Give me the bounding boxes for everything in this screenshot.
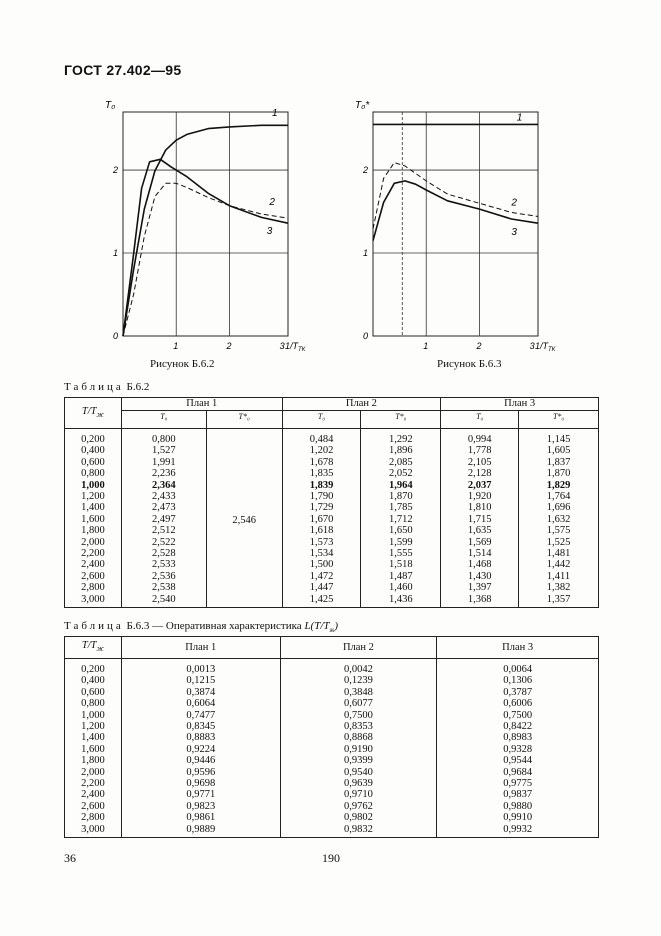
- series-line-2: [123, 183, 288, 336]
- table-b63-label: Таблица: [64, 620, 124, 632]
- table-row: [65, 732, 599, 743]
- table-cell: 1,000: [65, 480, 122, 491]
- x-tick-label: 2: [226, 341, 232, 351]
- table-cell: 1,896: [361, 445, 441, 456]
- table-row: [65, 582, 599, 593]
- table-cell: 2,200: [65, 778, 122, 789]
- table-cell: 0,8422: [437, 721, 599, 732]
- table-cell: 0,9639: [280, 778, 437, 789]
- table-row: [65, 721, 599, 732]
- table-cell: 1,575: [519, 525, 599, 536]
- table-cell: 0,7500: [280, 710, 437, 721]
- table-cell: 2,236: [121, 468, 206, 479]
- document-header: ГОСТ 27.402—95: [64, 62, 182, 78]
- x-tick-label: 3: [279, 341, 285, 351]
- table-cell: 2,536: [121, 571, 206, 582]
- table-cell: 0,1306: [437, 675, 599, 686]
- table-cell: 2,540: [121, 594, 206, 608]
- table-b63-title-text: — Оперативная характеристика: [152, 620, 302, 632]
- table-cell: 0,9910: [437, 812, 599, 823]
- table-cell: 1,715: [441, 514, 519, 525]
- table-cell: 1,678: [282, 457, 361, 468]
- table-cell: 0,9823: [121, 801, 280, 812]
- table-cell: 0,9684: [437, 767, 599, 778]
- table-cell: 1,670: [282, 514, 361, 525]
- table-row: [65, 789, 599, 800]
- table-row: [65, 687, 599, 698]
- table-cell: 2,600: [65, 801, 122, 812]
- table-row: [65, 480, 599, 491]
- table-cell: 0,9446: [121, 755, 280, 766]
- table-cell: 1,400: [65, 502, 122, 513]
- table-cell: 0,9837: [437, 789, 599, 800]
- table-row: [65, 812, 599, 823]
- table-b62-subheader: T*₀: [519, 411, 599, 429]
- table-cell: 1,514: [441, 548, 519, 559]
- table-cell: 1,382: [519, 582, 599, 593]
- table-cell: 2,105: [441, 457, 519, 468]
- table-merged-cell: 2,546: [206, 429, 282, 608]
- table-cell: 1,425: [282, 594, 361, 608]
- table-cell: 1,839: [282, 480, 361, 491]
- table-cell: 0,8868: [280, 732, 437, 743]
- table-row: [65, 548, 599, 559]
- table-cell: 1,790: [282, 491, 361, 502]
- figure-b62-plot: [105, 100, 306, 353]
- table-b63: [64, 636, 599, 838]
- table-cell: 1,411: [519, 571, 599, 582]
- table-cell: 0,200: [65, 659, 122, 676]
- table-cell: 0,8983: [437, 732, 599, 743]
- table-cell: 1,870: [361, 491, 441, 502]
- table-cell: 1,292: [361, 429, 441, 446]
- table-b62-plan-header: План 1: [121, 398, 282, 411]
- curve-label: 3: [266, 225, 273, 237]
- page-number-center: 190: [322, 851, 340, 865]
- x-axis-label: $1/T_{ТК}$: [285, 341, 306, 353]
- table-b62-subheader: T*₀: [206, 411, 282, 429]
- table-cell: 1,870: [519, 468, 599, 479]
- table-b62-subheader: T₀: [121, 411, 206, 429]
- table-cell: 1,835: [282, 468, 361, 479]
- table-cell: 0,994: [441, 429, 519, 446]
- table-cell: 0,9399: [280, 755, 437, 766]
- table-b63-title: Таблица Б.6.3 — Оперативная характеристика $L(T/T_ж)$: [64, 620, 339, 635]
- table-cell: 0,9889: [121, 824, 280, 838]
- figure-b63-caption: Рисунок Б.6.3: [437, 358, 502, 370]
- table-cell: 0,600: [65, 457, 122, 468]
- table-b62-subheader: T*₀: [361, 411, 441, 429]
- y-tick-label: 2: [113, 165, 119, 176]
- table-cell: 1,599: [361, 537, 441, 548]
- table-cell: 2,085: [361, 457, 441, 468]
- figure-b63-plot: [355, 100, 556, 353]
- table-cell: 1,964: [361, 480, 441, 491]
- table-cell: 1,800: [65, 525, 122, 536]
- table-cell: 0,3787: [437, 687, 599, 698]
- table-cell: 0,8345: [121, 721, 280, 732]
- table-b62-corner: $T/T_ж$: [65, 398, 122, 429]
- table-cell: 0,200: [65, 429, 122, 446]
- table-cell: 1,573: [282, 537, 361, 548]
- table-cell: 2,538: [121, 582, 206, 593]
- figure-b62-caption: Рисунок Б.6.2: [150, 358, 215, 370]
- table-cell: 1,472: [282, 571, 361, 582]
- table-row: [65, 675, 599, 686]
- figure-b62: [95, 90, 325, 355]
- table-cell: 0,9190: [280, 744, 437, 755]
- y-tick-label: 0: [363, 331, 369, 341]
- table-cell: 0,9224: [121, 744, 280, 755]
- table-row: [65, 514, 599, 525]
- table-cell: 1,650: [361, 525, 441, 536]
- table-row: [65, 594, 599, 608]
- table-cell: 2,497: [121, 514, 206, 525]
- curve-label: 1: [272, 108, 278, 120]
- table-cell: 1,991: [121, 457, 206, 468]
- table-cell: 1,500: [282, 559, 361, 570]
- table-cell: 1,764: [519, 491, 599, 502]
- table-cell: 0,9802: [280, 812, 437, 823]
- table-cell: 2,522: [121, 537, 206, 548]
- table-cell: 1,810: [441, 502, 519, 513]
- table-cell: 0,9861: [121, 812, 280, 823]
- table-cell: 0,7477: [121, 710, 280, 721]
- table-b63-corner: $T/T_ж$: [65, 637, 122, 659]
- table-row: [65, 525, 599, 536]
- table-cell: 1,635: [441, 525, 519, 536]
- table-cell: 0,6077: [280, 698, 437, 709]
- table-cell: 3,000: [65, 824, 122, 838]
- table-cell: 0,9544: [437, 755, 599, 766]
- table-cell: 1,778: [441, 445, 519, 456]
- table-cell: 1,200: [65, 721, 122, 732]
- table-b62-number: Б.6.2: [126, 381, 150, 393]
- table-row: [65, 445, 599, 456]
- table-b62-plan-header: План 2: [282, 398, 441, 411]
- table-b63-number: Б.6.3: [126, 620, 150, 632]
- table-cell: 0,9698: [121, 778, 280, 789]
- table-cell: 1,368: [441, 594, 519, 608]
- table-cell: 2,000: [65, 537, 122, 548]
- table-row: [65, 571, 599, 582]
- table-cell: 1,696: [519, 502, 599, 513]
- x-tick-label: 3: [529, 341, 535, 351]
- table-cell: 1,518: [361, 559, 441, 570]
- table-cell: 2,800: [65, 582, 122, 593]
- table-cell: 2,400: [65, 559, 122, 570]
- table-cell: 1,632: [519, 514, 599, 525]
- table-cell: 1,487: [361, 571, 441, 582]
- table-cell: 1,460: [361, 582, 441, 593]
- curve-label: 3: [511, 226, 517, 238]
- y-tick-label: 0: [113, 331, 119, 341]
- table-b63-plan-header: План 2: [280, 637, 437, 659]
- table-row: [65, 755, 599, 766]
- table-cell: 0,484: [282, 429, 361, 446]
- table-cell: 0,1215: [121, 675, 280, 686]
- table-cell: 0,6064: [121, 698, 280, 709]
- y-axis-label: T₀*: [355, 100, 370, 111]
- table-b62-title: [64, 381, 149, 393]
- table-cell: 2,200: [65, 548, 122, 559]
- table-b62: [64, 397, 599, 608]
- table-cell: 1,785: [361, 502, 441, 513]
- table-cell: 0,8883: [121, 732, 280, 743]
- table-cell: 0,6006: [437, 698, 599, 709]
- table-cell: 0,9328: [437, 744, 599, 755]
- x-tick-label: 2: [476, 341, 482, 351]
- table-row: [65, 502, 599, 513]
- table-cell: 0,0042: [280, 659, 437, 676]
- table-cell: 2,052: [361, 468, 441, 479]
- table-cell: 1,729: [282, 502, 361, 513]
- figure-b63: [345, 90, 575, 355]
- table-cell: 0,800: [65, 698, 122, 709]
- table-cell: 0,600: [65, 687, 122, 698]
- table-cell: 0,0013: [121, 659, 280, 676]
- table-cell: 0,9710: [280, 789, 437, 800]
- table-b63-body: [65, 659, 599, 838]
- table-cell: 0,800: [121, 429, 206, 446]
- table-cell: 1,468: [441, 559, 519, 570]
- table-row: [65, 559, 599, 570]
- table-row: [65, 710, 599, 721]
- y-tick-label: 1: [363, 248, 369, 259]
- table-cell: 0,3848: [280, 687, 437, 698]
- y-tick-label: 1: [113, 248, 119, 259]
- table-cell: 0,9880: [437, 801, 599, 812]
- table-row: [65, 457, 599, 468]
- table-cell: 0,9775: [437, 778, 599, 789]
- table-row: [65, 778, 599, 789]
- x-tick-label: 1: [173, 341, 179, 351]
- table-cell: 1,712: [361, 514, 441, 525]
- table-cell: 0,7500: [437, 710, 599, 721]
- table-cell: 2,473: [121, 502, 206, 513]
- table-cell: 1,397: [441, 582, 519, 593]
- table-cell: 2,600: [65, 571, 122, 582]
- x-axis-label: $1/T_{ТК}$: [535, 341, 556, 353]
- table-cell: 3,000: [65, 594, 122, 608]
- table-cell: 1,829: [519, 480, 599, 491]
- table-b63-formula: L(T/T: [304, 620, 330, 632]
- table-cell: 0,9762: [280, 801, 437, 812]
- table-cell: 0,1239: [280, 675, 437, 686]
- y-axis-label: T₀: [105, 100, 116, 111]
- table-cell: 2,800: [65, 812, 122, 823]
- curve-label: 1: [516, 112, 523, 124]
- table-cell: 1,605: [519, 445, 599, 456]
- table-cell: 0,400: [65, 675, 122, 686]
- table-row: [65, 659, 599, 676]
- table-cell: 1,525: [519, 537, 599, 548]
- y-tick-label: 2: [363, 165, 369, 176]
- page-number-left: 36: [64, 851, 76, 865]
- table-cell: 1,527: [121, 445, 206, 456]
- table-cell: 1,430: [441, 571, 519, 582]
- table-row: [65, 491, 599, 502]
- table-cell: 2,400: [65, 789, 122, 800]
- table-b62-subheader: T₀: [441, 411, 519, 429]
- table-cell: 1,569: [441, 537, 519, 548]
- table-cell: 2,533: [121, 559, 206, 570]
- x-tick-label: 1: [423, 341, 429, 351]
- table-b63-plan-header: План 3: [437, 637, 599, 659]
- table-row: [65, 468, 599, 479]
- table-cell: 1,000: [65, 710, 122, 721]
- table-row: [65, 698, 599, 709]
- table-row: [65, 824, 599, 838]
- table-row: [65, 537, 599, 548]
- table-b62-label: Таблица: [64, 381, 124, 393]
- table-cell: 1,920: [441, 491, 519, 502]
- table-cell: 1,447: [282, 582, 361, 593]
- table-cell: 0,9540: [280, 767, 437, 778]
- table-cell: 1,837: [519, 457, 599, 468]
- table-cell: 1,600: [65, 744, 122, 755]
- table-cell: 2,037: [441, 480, 519, 491]
- curve-label: 2: [511, 197, 517, 209]
- table-cell: 2,000: [65, 767, 122, 778]
- table-cell: 0,0064: [437, 659, 599, 676]
- table-cell: 1,618: [282, 525, 361, 536]
- table-cell: 0,9596: [121, 767, 280, 778]
- table-cell: 1,202: [282, 445, 361, 456]
- table-cell: 1,481: [519, 548, 599, 559]
- table-cell: 2,528: [121, 548, 206, 559]
- table-b62-body: [65, 429, 599, 608]
- table-cell: 1,555: [361, 548, 441, 559]
- table-b62-plan-header: План 3: [441, 398, 599, 411]
- table-row: [65, 767, 599, 778]
- table-cell: 1,442: [519, 559, 599, 570]
- curve-label: 2: [269, 196, 275, 208]
- table-cell: 0,9932: [437, 824, 599, 838]
- table-cell: 2,364: [121, 480, 206, 491]
- table-cell: 0,9771: [121, 789, 280, 800]
- table-cell: 1,534: [282, 548, 361, 559]
- table-cell: 1,800: [65, 755, 122, 766]
- table-b62-subheader: T₀: [282, 411, 361, 429]
- table-cell: 0,400: [65, 445, 122, 456]
- table-cell: 2,433: [121, 491, 206, 502]
- series-line-1: [123, 125, 288, 336]
- table-cell: 1,145: [519, 429, 599, 446]
- table-cell: 1,400: [65, 732, 122, 743]
- table-cell: 1,600: [65, 514, 122, 525]
- table-cell: 0,800: [65, 468, 122, 479]
- table-cell: 1,200: [65, 491, 122, 502]
- series-line-3: [123, 159, 288, 336]
- table-row: [65, 801, 599, 812]
- table-cell: 1,357: [519, 594, 599, 608]
- table-cell: 2,512: [121, 525, 206, 536]
- table-cell: 2,128: [441, 468, 519, 479]
- table-cell: 1,436: [361, 594, 441, 608]
- table-row: [65, 429, 599, 446]
- table-cell: 0,8353: [280, 721, 437, 732]
- table-row: [65, 744, 599, 755]
- table-cell: 0,3874: [121, 687, 280, 698]
- plot-frame: [373, 112, 538, 336]
- table-cell: 0,9832: [280, 824, 437, 838]
- table-b63-plan-header: План 1: [121, 637, 280, 659]
